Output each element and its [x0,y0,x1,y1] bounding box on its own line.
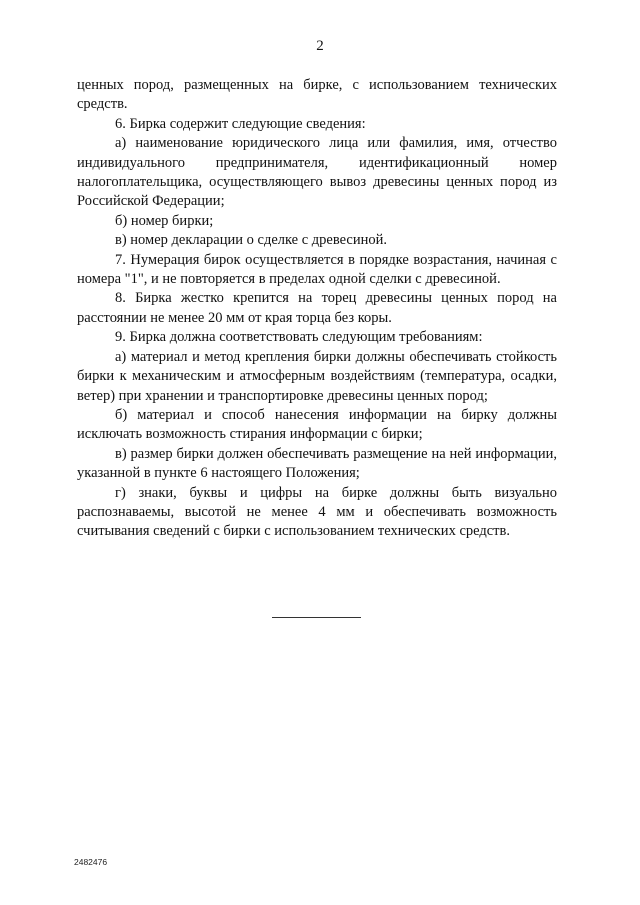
paragraph-item-9: 9. Бирка должна соответствовать следующим требованиям: [115,329,483,346]
paragraph-item-9b: б) материал и способ нанесения информации на бирку должны исключать возможность стирания информации с бирки; [77,406,557,443]
page-number: 2 [316,38,324,54]
document-body [77,76,557,542]
paragraph-item-9g: г) знаки, буквы и цифры на бирке должны быть визуально распознаваемы, высотой не менее 4 мм и обеспечивать возможность считывания сведений с бирки с использованием технических средств. [77,484,557,540]
paragraph-item-6: 6. Бирка содержит следующие сведения: [115,115,366,132]
paragraph-item-9v: в) размер бирки должен обеспечивать размещение на ней информации, указанной в пункте 6 настоящего Положения; [77,445,557,482]
paragraph-item-6v: в) номер декларации о сделке с древесиной. [115,232,388,249]
paragraph-item-6a: а) наименование юридического лица или фамилия, имя, отчество индивидуального предпринимателя, идентификационный номер налогоплательщика, осуществляющего вывоз древесины ценных пород из Российской Федерации; [77,135,557,210]
paragraph-item-6b: б) номер бирки; [115,212,214,229]
paragraph-continuation: ценных пород, размещенных на бирке, с использованием технических средств. [77,77,557,113]
document-code: 2482476 [74,857,108,867]
end-divider [272,617,361,618]
paragraph-item-9a: а) материал и метод крепления бирки должны обеспечивать стойкость бирки к механическим и атмосферным воздействиям (температура, осадки, ветер) при хранении и транспортировке древесины ценных пород; [77,348,557,404]
paragraph-item-8: 8. Бирка жестко крепится на торец древесины ценных пород на расстоянии не менее 20 мм от края торца без коры. [77,290,557,326]
paragraph-item-7: 7. Нумерация бирок осуществляется в порядке возрастания, начиная с номера "1", и не повторяется в пределах одной сделки с древесиной. [77,251,557,288]
